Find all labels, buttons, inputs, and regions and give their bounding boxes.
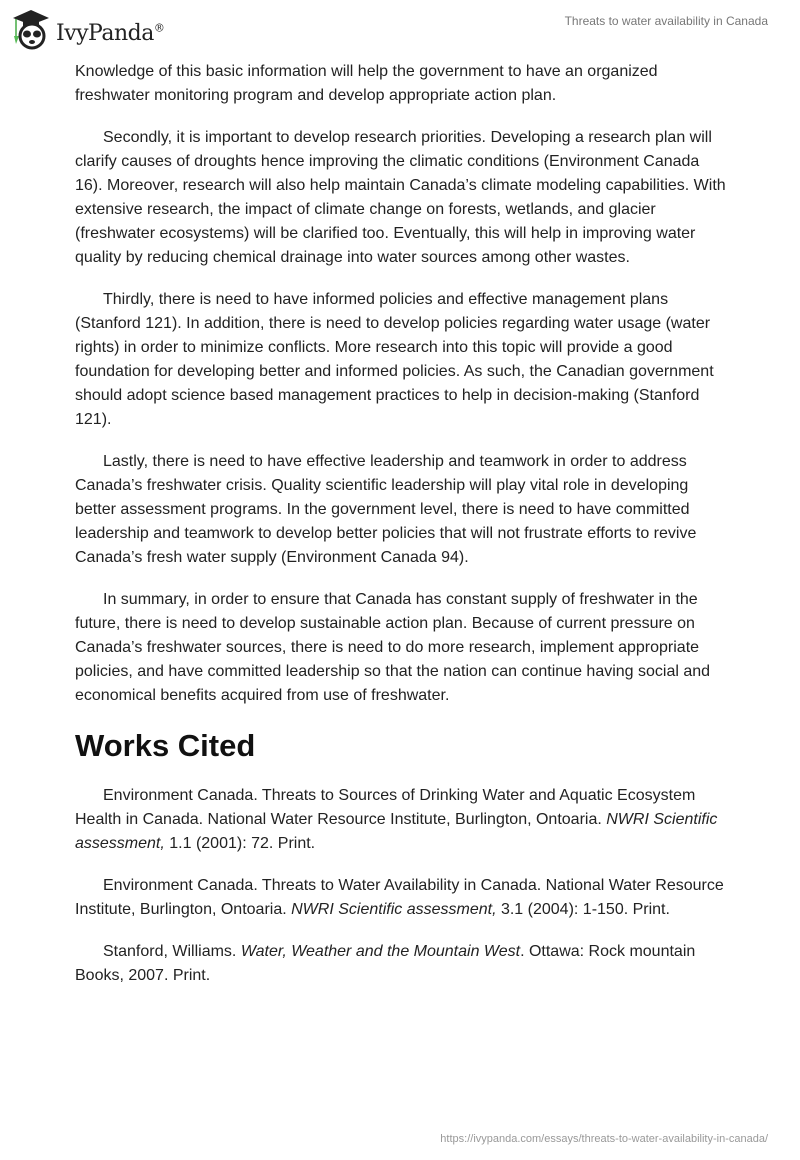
panda-mortarboard-icon [12, 8, 50, 50]
citation: Environment Canada. Threats to Sources of Drinking Water and Aquatic Ecosystem Health in Canada. National Water Resource Institute, Burlington, Ontoaria. NWRI Scientific assessment, 1.1 (2001): 72. Print. [75, 787, 718, 852]
citation: Environment Canada. Threats to Water Availability in Canada. National Water Resource Institute, Burlington, Ontoaria. NWRI Scientific assessment, 3.1 (2004): 1-150. Print. [75, 877, 724, 918]
citation: Stanford, Williams. Water, Weather and the Mountain West. Ottawa: Rock mountain Books, 2007. Print. [75, 943, 696, 984]
paragraph: Lastly, there is need to have effective leadership and teamwork in order to address Canada’s freshwater crisis. Quality scientific leadership will play vital role in developing better assessment programs. In the government level, there is need to have committed leadership and teamwork to develop better policies that will not frustrate efforts to revive Canada’s fresh water supply (Environment Canada 94). [75, 453, 697, 566]
document-title: Threats to water availability in Canada [564, 14, 768, 28]
source-url[interactable]: https://ivypanda.com/essays/threats-to-water-availability-in-canada/ [440, 1133, 768, 1145]
ivypanda-logo[interactable] [12, 8, 164, 50]
paragraph: Thirdly, there is need to have informed policies and effective management plans (Stanford 121). In addition, there is need to develop policies regarding water usage (water rights) in order to minimize conflicts. More research into this topic will provide a good foundation for developing better and informed policies. As such, the Canadian government should adopt science based management practices to help in decision-making (Stanford 121). [75, 291, 714, 428]
essay-body [75, 60, 730, 1006]
paragraph: In summary, in order to ensure that Canada has constant supply of freshwater in the future, there is need to develop sustainable action plan. Because of current pressure on Canada’s freshwater sources, there is need to do more research, implement appropriate policies, and have committed leadership so that the nation can continue having social and economical benefits acquired from use of freshwater. [75, 591, 711, 704]
brand-name: IvyPanda® [56, 20, 165, 46]
works-cited-heading: Works Cited [75, 728, 256, 763]
paragraph: Knowledge of this basic information will help the government to have an organized freshwater monitoring program and develop appropriate action plan. [75, 63, 658, 104]
paragraph: Secondly, it is important to develop research priorities. Developing a research plan will clarify causes of droughts hence improving the climatic conditions (Environment Canada 16). Moreover, research will also help maintain Canada’s climate modeling capabilities. With extensive research, the impact of climate change on forests, wetlands, and glacier (freshwater ecosystems) will be clarified too. Eventually, this will help in improving water quality by reducing chemical drainage into water sources among other wastes. [75, 129, 726, 266]
